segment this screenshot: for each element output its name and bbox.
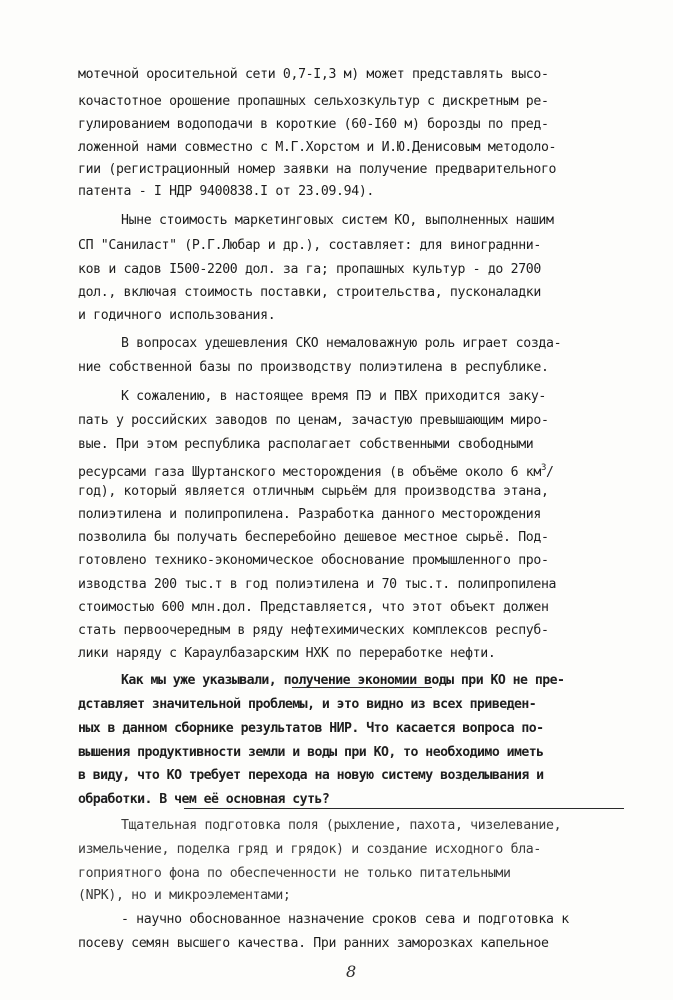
text-line: изводства 200 тыс.т в год полиэтилена и 70 тыс.т. полипропилена bbox=[78, 577, 557, 592]
text-line: стоимостью 600 млн.дол. Представляется, что этот объект должен bbox=[78, 600, 549, 615]
text-line: измельчение, поделка гряд и грядок) и создание исходного бла- bbox=[78, 842, 541, 857]
text-line: К сожалению, в настоящее время ПЭ и ПВХ приходится заку- bbox=[121, 389, 547, 404]
text-line: кочастотное орошение пропашных сельхозкультур с дискретным ре- bbox=[78, 94, 549, 109]
text-line: стать первоочередным в ряду нефтехимических комплексов респуб- bbox=[78, 623, 549, 638]
text-line: ложенной нами совместно с М.Г.Хорстом и И.Ю.Денисовым методоло- bbox=[78, 140, 557, 155]
text-line: дставляет значительной проблемы, и это видно из всех приведен- bbox=[78, 697, 537, 712]
text-line: полиэтилена и полипропилена. Разработка данного месторождения bbox=[78, 507, 541, 522]
text-line: вые. При этом республика располагает собственными свободными bbox=[78, 437, 534, 452]
text-line: мотечной оросительной сети 0,7-I,3 м) может представлять высо- bbox=[78, 67, 549, 82]
text-line: (NРК), но и микроэлементами; bbox=[78, 888, 291, 903]
superscript: 3 bbox=[540, 463, 547, 473]
text-line: патента - I НДР 9400838.I от 23.09.94). bbox=[78, 184, 374, 199]
text-line bbox=[78, 460, 554, 481]
text-line: пать у российских заводов по ценам, зачастую превышающим миро- bbox=[78, 413, 549, 428]
text-line: гулированием водоподачи в короткие (60-I60 м) борозды по пред- bbox=[78, 117, 549, 132]
text-line: в виду, что КО требует перехода на новую систему возделывания и bbox=[78, 768, 544, 783]
text-line: год), который является отличным сырьём для производства этана, bbox=[78, 484, 549, 499]
text-line: дол., включая стоимость поставки, строительства, пусконаладки bbox=[78, 285, 541, 300]
text-line: позволила бы получать бесперебойно дешевое местное сырьё. Под- bbox=[78, 530, 549, 545]
text-line: гии (регистрационный номер заявки на получение предварительного bbox=[78, 162, 557, 177]
text-line: вышения продуктивности земли и воды при КО, то необходимо иметь bbox=[78, 745, 544, 760]
text-line: готовлено технико-экономическое обоснование промышленного про- bbox=[78, 553, 549, 568]
underline-mark bbox=[184, 808, 624, 809]
text-line: ние собственной базы по производству полиэтилена в республике. bbox=[78, 360, 549, 375]
text-line: посеву семян высшего качества. При ранних заморозках капельное bbox=[78, 936, 549, 951]
text-line: обработки. В чем её основная суть? bbox=[78, 792, 330, 807]
text-line: - научно обоснованное назначение сроков сева и подготовка к bbox=[121, 912, 569, 927]
text-line: гоприятного фона по обеспеченности не только питательными bbox=[78, 866, 511, 881]
text-line: В вопросах удешевления СКО немаловажную роль играет созда- bbox=[121, 336, 562, 351]
text-line: ков и садов I500-2200 дол. за га; пропашных культур - до 2700 bbox=[78, 262, 541, 277]
text-line: ных в данном сборнике результатов НИР. Что касается вопроса по- bbox=[78, 721, 544, 736]
underline-mark bbox=[292, 687, 432, 688]
text-fragment: / bbox=[546, 465, 554, 480]
text-line: СП "Саниласт" (Р.Г.Любар и др.), составляет: для винограднни- bbox=[78, 238, 541, 253]
text-line: Как мы уже указывали, получение экономии воды при КО не пре- bbox=[121, 673, 565, 688]
text-line: Ныне стоимость маркетинговых систем КО, выполненных нашим bbox=[121, 213, 554, 228]
text-line: Тщательная подготовка поля (рыхление, пахота, чизелевание, bbox=[121, 818, 562, 833]
page-number: 8 bbox=[346, 962, 357, 981]
text-fragment: ресурсами газа Шуртанского месторождения (в объёме около 6 км bbox=[78, 465, 541, 480]
text-line: и годичного использования. bbox=[78, 308, 276, 323]
text-line: лики наряду с Караулбазарским НХК по переработке нефти. bbox=[78, 646, 496, 661]
